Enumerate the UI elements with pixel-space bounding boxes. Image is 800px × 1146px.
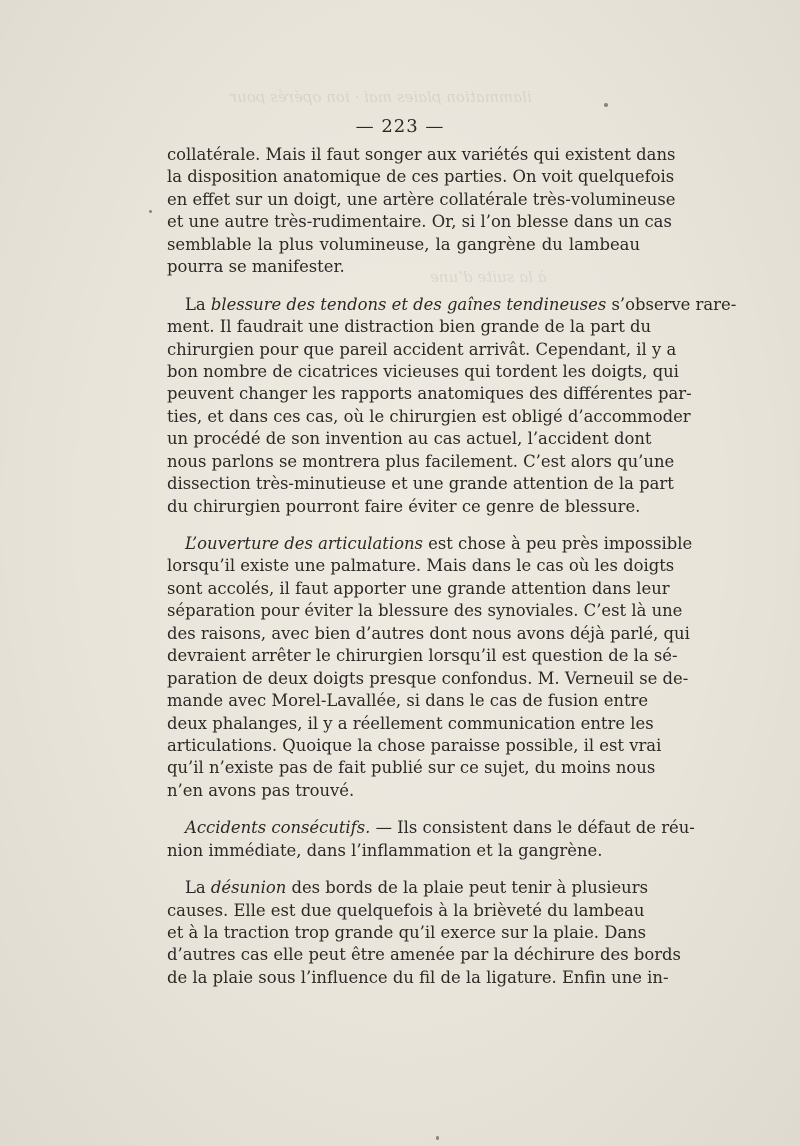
text-run: lorsqu’il existe une palmature. Mais dans le cas où les doigts bbox=[167, 556, 675, 576]
text-run: d’autres cas elle peut être amenée par la déchirure des bords bbox=[167, 945, 681, 965]
paragraph-gap bbox=[167, 862, 640, 877]
text-line bbox=[167, 690, 649, 712]
text-run: s’observe rare- bbox=[606, 294, 737, 314]
text-line bbox=[167, 578, 670, 600]
text-run: sont accolés, il faut apporter une grande attention dans leur bbox=[167, 578, 670, 598]
text-run: deux phalanges, il y a réellement communication entre les bbox=[167, 713, 654, 733]
text-run: collatérale. Mais il faut songer aux variétés qui existent dans bbox=[167, 145, 676, 164]
text-line bbox=[167, 166, 675, 188]
text-run: — Ils consistent dans le défaut de réu- bbox=[370, 818, 695, 838]
text-line bbox=[167, 316, 652, 338]
text-run: n’en avons pas trouvé. bbox=[167, 780, 355, 800]
text-line bbox=[167, 757, 656, 779]
text-run: paration de deux doigts presque confondus. M. Verneuil se de- bbox=[167, 668, 689, 688]
paragraph bbox=[167, 533, 693, 802]
text-line bbox=[167, 900, 645, 922]
text-line bbox=[167, 383, 692, 405]
text-line bbox=[167, 623, 690, 645]
text-run: causes. Elle est due quelquefois à la brièveté du lambeau bbox=[167, 900, 645, 920]
text-run: séparation pour éviter la blessure des synoviales. C’est là une bbox=[167, 601, 683, 621]
text-line bbox=[167, 361, 679, 383]
text-run: est chose à peu près impossible bbox=[422, 534, 693, 553]
text-line bbox=[167, 144, 676, 166]
text-run: dissection très-minutieuse et une grande attention de la part bbox=[167, 474, 674, 494]
text-run: mande avec Morel-Lavallée, si dans le cas de fusion entre bbox=[167, 691, 649, 711]
text-line bbox=[167, 713, 654, 735]
text-line bbox=[167, 780, 640, 802]
text-run: ment. Il faudrait une distraction bien grande de la part du bbox=[167, 317, 652, 337]
text-line bbox=[167, 428, 652, 450]
text-line bbox=[167, 406, 691, 428]
paragraph bbox=[167, 294, 737, 518]
show-through-text: ilammation plaies mai · ion opérés pour bbox=[230, 88, 532, 106]
italic-run: désunion bbox=[210, 878, 287, 898]
text-line bbox=[167, 600, 683, 622]
paper-speck bbox=[436, 1136, 439, 1140]
paper-speck bbox=[604, 103, 608, 107]
text-line bbox=[167, 256, 640, 278]
text-run: ties, et dans ces cas, où le chirurgien est obligé d’accommoder bbox=[167, 406, 691, 426]
page-number: — 223 — bbox=[355, 116, 445, 137]
text-run: semblable la plus volumineuse, la gangrène du lambeau bbox=[167, 234, 640, 254]
body-text bbox=[167, 144, 737, 989]
text-line bbox=[167, 817, 695, 839]
text-run: des raisons, avec bien d’autres dont nous avons déjà parlé, qui bbox=[167, 623, 690, 643]
text-run: et une autre très-rudimentaire. Or, si l’on blesse dans un cas bbox=[167, 212, 672, 232]
text-line bbox=[167, 645, 678, 667]
text-run: qu’il n’existe pas de fait publié sur ce sujet, du moins nous bbox=[167, 758, 656, 778]
text-run: et à la traction trop grande qu’il exerce sur la plaie. Dans bbox=[167, 923, 647, 942]
text-run: des bords de la plaie peut tenir à plusieurs bbox=[286, 878, 648, 898]
text-run: un procédé de son invention au cas actuel, l’accident dont bbox=[167, 429, 652, 449]
text-line bbox=[167, 473, 674, 495]
text-run: en effet sur un doigt, une artère collatérale très-volumineuse bbox=[167, 189, 676, 209]
text-line bbox=[167, 451, 675, 473]
text-line bbox=[167, 339, 677, 361]
text-line bbox=[167, 668, 689, 690]
paper-speck bbox=[149, 210, 152, 213]
text-run: nion immédiate, dans l’inflammation et la gangrène. bbox=[167, 840, 603, 860]
text-line bbox=[167, 533, 693, 555]
paragraph bbox=[167, 144, 676, 279]
text-line bbox=[167, 967, 669, 989]
text-line bbox=[167, 735, 662, 757]
paragraph-gap bbox=[167, 802, 640, 817]
text-run: de la plaie sous l’influence du fil de la ligature. Enfin une in- bbox=[167, 967, 669, 987]
text-line bbox=[167, 840, 640, 862]
text-line bbox=[167, 211, 672, 233]
text-line bbox=[167, 922, 647, 944]
text-line bbox=[167, 555, 675, 577]
text-run: peuvent changer les rapports anatomiques des différentes par- bbox=[167, 384, 692, 404]
show-through-text: à la suite d’une bbox=[430, 268, 547, 286]
text-run: articulations. Quoique la chose paraisse possible, il est vrai bbox=[167, 735, 662, 755]
text-line bbox=[167, 496, 640, 518]
text-run: du chirurgien pourront faire éviter ce genre de blessure. bbox=[167, 496, 641, 516]
paragraph bbox=[167, 877, 681, 989]
paragraph-gap bbox=[167, 518, 640, 533]
italic-run: L’ouverture des articulations bbox=[185, 534, 423, 553]
text-line bbox=[167, 294, 737, 316]
text-run: la disposition anatomique de ces parties. On voit quelquefois bbox=[167, 167, 675, 187]
paragraph bbox=[167, 817, 695, 862]
paragraph-gap bbox=[167, 279, 640, 294]
text-line bbox=[167, 944, 681, 966]
italic-run: blessure des tendons et des gaînes tendineuses bbox=[210, 294, 607, 314]
text-line bbox=[167, 189, 676, 211]
text-run: pourra se manifester. bbox=[167, 257, 345, 277]
text-run: chirurgien pour que pareil accident arrivât. Cependant, il y a bbox=[167, 339, 677, 359]
text-run: bon nombre de cicatrices vicieuses qui tordent les doigts, qui bbox=[167, 361, 679, 381]
text-run: nous parlons se montrera plus facilement. C’est alors qu’une bbox=[167, 451, 675, 471]
text-run: La bbox=[185, 878, 211, 898]
text-run: La bbox=[185, 294, 211, 314]
text-line bbox=[167, 877, 648, 899]
italic-run: Accidents consécutifs. bbox=[185, 818, 371, 838]
text-run: devraient arrêter le chirurgien lorsqu’il est question de la sé- bbox=[167, 646, 678, 666]
text-line bbox=[167, 234, 640, 256]
